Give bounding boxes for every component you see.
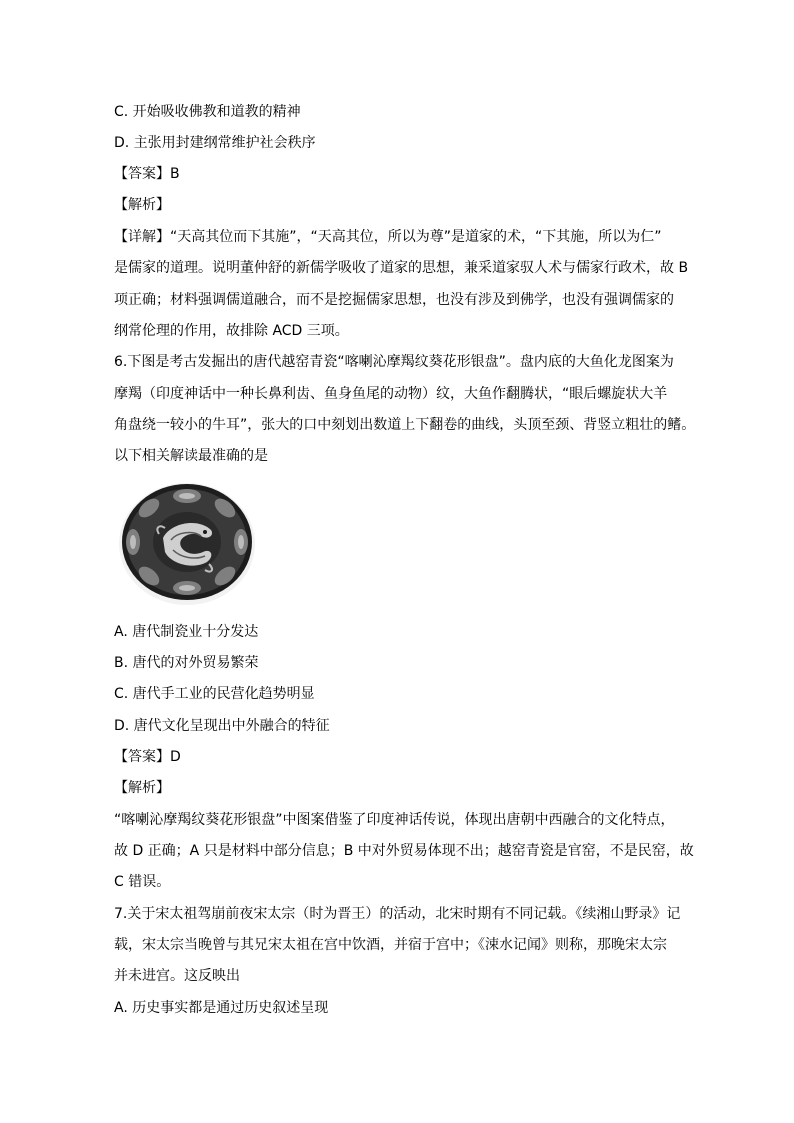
prev-detail-line: 项正确；材料强调儒道融合，而不是挖掘儒家思想，也没有涉及到佛学，也没有强调儒家的 (114, 292, 674, 308)
prev-option-d: D. 主张用封建纲常维护社会秩序 (114, 135, 316, 151)
q6-option-c: C. 唐代手工业的民营化趋势明显 (114, 686, 315, 702)
q6-option-d: D. 唐代文化呈现出中外融合的特征 (114, 718, 330, 734)
q6-stem-line: 摩羯（印度神话中一种长鼻利齿、鱼身鱼尾的动物）纹，大鱼作翻腾状，“眼后螺旋状大羊 (114, 386, 668, 402)
q6-stem-line: 6.下图是考古发掘出的唐代越窑青瓷“喀喇沁摩羯纹葵花形银盘”。盘内底的大鱼化龙图案为 (114, 354, 674, 370)
prev-detail-line: 纲常伦理的作用，故排除 ACD 三项。 (114, 323, 349, 339)
silver-plate-image (115, 478, 260, 608)
q7-stem-line: 7.关于宋太祖驾崩前夜宋太宗（时为晋王）的活动，北宋时期有不同记载。《续湘山野录》记 (114, 906, 681, 922)
plate-illustration (115, 478, 260, 608)
q6-analysis-line: 故 D 正确；A 只是材料中部分信息；B 中对外贸易体现不出；越窑青瓷是官窑，不是民窑，故 (114, 843, 694, 859)
q6-stem-line: 以下相关解读最准确的是 (114, 448, 268, 464)
q6-option-b: B. 唐代的对外贸易繁荣 (114, 655, 259, 671)
prev-analysis-label: 【解析】 (114, 197, 170, 213)
prev-answer: 【答案】B (114, 166, 180, 182)
q6-analysis-line: C 错误。 (114, 874, 171, 890)
q7-stem-line: 载，宋太宗当晚曾与其兄宋太祖在宫中饮酒，并宿于宫中；《涑水记闻》则称，那晚宋太宗 (114, 937, 667, 953)
q7-stem-line: 并未进宫。这反映出 (114, 968, 240, 984)
q6-answer: 【答案】D (114, 749, 181, 765)
q6-stem-line: 角盘绕一较小的牛耳”，张大的口中刻划出数道上下翻卷的曲线，头顶至颈、背竖立粗壮的鳍。 (114, 417, 696, 433)
q6-analysis-label: 【解析】 (114, 780, 170, 796)
q6-option-a: A. 唐代制瓷业十分发达 (114, 624, 259, 640)
q6-analysis-line: “喀喇沁摩羯纹葵花形银盘”中图案借鉴了印度神话传说，体现出唐朝中西融合的文化特点， (114, 812, 675, 828)
prev-detail-line: 是儒家的道理。说明董仲舒的新儒学吸收了道家的思想，兼采道家驭人术与儒家行政术，故 B (114, 260, 689, 276)
prev-option-c: C. 开始吸收佛教和道教的精神 (114, 104, 301, 120)
q7-option-a: A. 历史事实都是通过历史叙述呈现 (114, 1000, 329, 1016)
prev-detail-line: 【详解】“天高其位而下其施”，“天高其位，所以为尊”是道家的术，“下其施，所以为仁” (114, 229, 662, 245)
